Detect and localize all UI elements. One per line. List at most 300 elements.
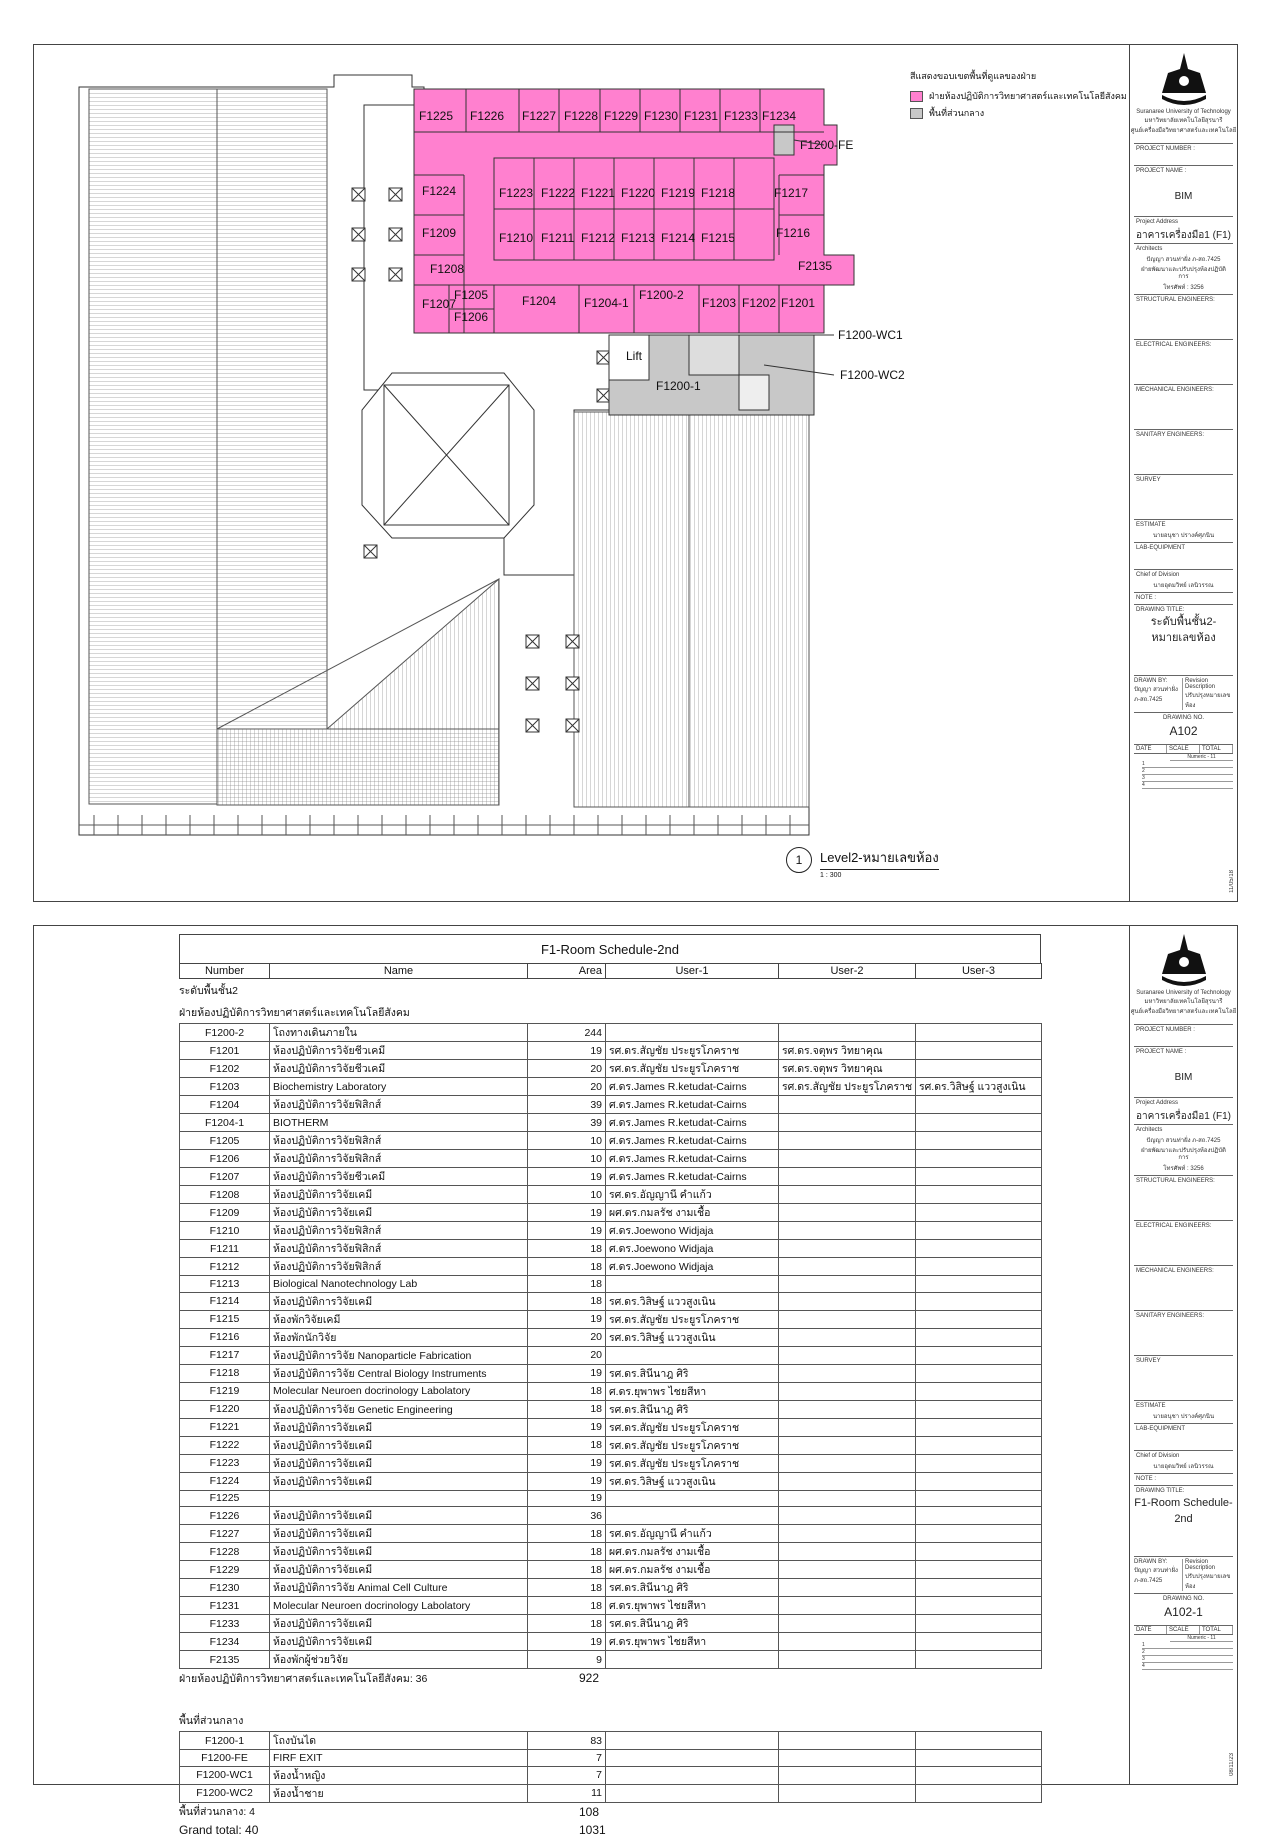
- vent-icon: [526, 677, 539, 690]
- group-total-department: 922: [579, 1671, 600, 1686]
- table-row: [180, 1784, 1042, 1802]
- user-3: [916, 1240, 1042, 1258]
- room-number: F1219: [180, 1382, 270, 1400]
- room-name: Molecular Neuroen docrinology Labolatory: [270, 1382, 528, 1400]
- room-area: 9: [528, 1651, 606, 1669]
- table-row: [180, 1346, 1042, 1364]
- room-number: F1221: [180, 1418, 270, 1436]
- user-3: [916, 1651, 1042, 1669]
- table-row: [180, 1222, 1042, 1240]
- room-name: ห้องปฏิบัติการวิจัยเคมี: [270, 1454, 528, 1472]
- user-3: [916, 1784, 1042, 1802]
- user-1: ศ.ดร.Joewono Widjaja: [606, 1240, 779, 1258]
- room-area: 10: [528, 1150, 606, 1168]
- vent-icon: [352, 228, 365, 241]
- legend-item-department: ฝ่ายห้องปฏิบัติการวิทยาศาสตร์และเทคโนโลยีสังคม: [910, 89, 1127, 103]
- user-3: [916, 1750, 1042, 1767]
- date-stamp-2: 08/11/23: [1229, 1753, 1235, 1776]
- vent-icon: [566, 719, 579, 732]
- swatch-pink: [910, 91, 923, 102]
- room-number: F1201: [180, 1042, 270, 1060]
- table-row: [180, 1472, 1042, 1490]
- user-2: รศ.ดร.สัญชัย ประยูรโภคราช: [779, 1078, 916, 1096]
- room-area: 19: [528, 1222, 606, 1240]
- user-2: [779, 1766, 916, 1784]
- vent-icon: [566, 635, 579, 648]
- user-1: [606, 1346, 779, 1364]
- room-number: F1228: [180, 1543, 270, 1561]
- user-1: [606, 1651, 779, 1669]
- view-number: 1: [786, 847, 812, 873]
- room-name: ห้องปฏิบัติการวิจัยชีวเคมี: [270, 1042, 528, 1060]
- table-row: [180, 1507, 1042, 1525]
- room-area: 39: [528, 1114, 606, 1132]
- table-row: [180, 1186, 1042, 1204]
- user-1: [606, 1784, 779, 1802]
- room-number: F1209: [180, 1204, 270, 1222]
- user-1: รศ.ดร.สินีนาฎ ศิริ: [606, 1615, 779, 1633]
- room-name: ห้องปฏิบัติการวิจัย Genetic Engineering: [270, 1400, 528, 1418]
- user-1: [606, 1024, 779, 1042]
- user-3: [916, 1204, 1042, 1222]
- user-1: [606, 1732, 779, 1750]
- room-name: ห้องปฏิบัติการวิจัยเคมี: [270, 1543, 528, 1561]
- university-seal-icon: [1154, 49, 1214, 109]
- user-3: [916, 1507, 1042, 1525]
- user-2: [779, 1114, 916, 1132]
- room-area: 19: [528, 1310, 606, 1328]
- room-label: F1223: [499, 186, 534, 200]
- room-number: F1233: [180, 1615, 270, 1633]
- room-number: F1200-WC1: [180, 1766, 270, 1784]
- room-area: 18: [528, 1436, 606, 1454]
- user-2: [779, 1292, 916, 1310]
- room-number: F1222: [180, 1436, 270, 1454]
- room-area: 19: [528, 1168, 606, 1186]
- room-name: ห้องปฏิบัติการวิจัยฟิสิกส์: [270, 1258, 528, 1276]
- user-2: [779, 1150, 916, 1168]
- user-3: [916, 1400, 1042, 1418]
- user-3: [916, 1579, 1042, 1597]
- room-area: 19: [528, 1204, 606, 1222]
- room-name: ห้องปฏิบัติการวิจัยฟิสิกส์: [270, 1096, 528, 1114]
- room-label: F1218: [701, 186, 736, 200]
- legend-title: สีแสดงขอบเขตพื้นที่ดูแลของฝ่าย: [910, 71, 1037, 81]
- group-summary-common: พื้นที่ส่วนกลาง: 4 108: [179, 1804, 600, 1819]
- user-2: [779, 1750, 916, 1767]
- drawing-number: A102: [1169, 724, 1198, 739]
- legend-item-common: พื้นที่ส่วนกลาง: [910, 106, 1127, 120]
- vent-icon: [597, 389, 610, 402]
- room-number: F1208: [180, 1186, 270, 1204]
- user-2: [779, 1579, 916, 1597]
- schedule-table-common: [179, 1731, 1042, 1803]
- room-number: F1220: [180, 1400, 270, 1418]
- room-name: ห้องปฏิบัติการวิจัย Nanoparticle Fabrication: [270, 1346, 528, 1364]
- user-3: [916, 1024, 1042, 1042]
- room-area: 18: [528, 1615, 606, 1633]
- room-area: 20: [528, 1328, 606, 1346]
- user-3: [916, 1732, 1042, 1750]
- user-2: [779, 1490, 916, 1507]
- room-area: 36: [528, 1507, 606, 1525]
- room-name: ห้องปฏิบัติการวิจัยฟิสิกส์: [270, 1222, 528, 1240]
- room-label: F1210: [499, 231, 534, 245]
- room-area: 7: [528, 1750, 606, 1767]
- table-row: [180, 1042, 1042, 1060]
- room-label: F1228: [564, 109, 599, 123]
- table-row: [180, 1543, 1042, 1561]
- table-row: [180, 1060, 1042, 1078]
- room-area: 19: [528, 1042, 606, 1060]
- room-name: ห้องปฏิบัติการวิจัยเคมี: [270, 1204, 528, 1222]
- room-area: 19: [528, 1418, 606, 1436]
- room-area: 10: [528, 1132, 606, 1150]
- room-name: ห้องปฏิบัติการวิจัยเคมี: [270, 1436, 528, 1454]
- room-number: F1225: [180, 1490, 270, 1507]
- user-1: ศ.ดร.James R.ketudat-Cairns: [606, 1096, 779, 1114]
- room-name: ห้องปฏิบัติการวิจัยฟิสิกส์: [270, 1150, 528, 1168]
- room-number: F1200-1: [180, 1732, 270, 1750]
- table-row: [180, 1750, 1042, 1767]
- table-row: [180, 1400, 1042, 1418]
- room-number: F1206: [180, 1150, 270, 1168]
- room-label: F1222: [541, 186, 576, 200]
- common-zone: [609, 335, 814, 415]
- room-label: F1200-FE: [800, 138, 854, 152]
- table-row: [180, 1651, 1042, 1669]
- user-3: [916, 1382, 1042, 1400]
- room-area: 20: [528, 1078, 606, 1096]
- user-3: [916, 1561, 1042, 1579]
- room-area: 18: [528, 1240, 606, 1258]
- room-area: 20: [528, 1346, 606, 1364]
- room-name: ห้องปฏิบัติการวิจัยเคมี: [270, 1507, 528, 1525]
- room-name: ห้องปฏิบัติการวิจัย Animal Cell Culture: [270, 1579, 528, 1597]
- table-row: [180, 1597, 1042, 1615]
- user-1: [606, 1490, 779, 1507]
- room-label: Lift: [626, 349, 643, 363]
- table-row: [180, 1292, 1042, 1310]
- user-1: [606, 1750, 779, 1767]
- group-summary-department: ฝ่ายห้องปฏิบัติการวิทยาศาสตร์และเทคโนโลยีสังคม: 36 922: [179, 1671, 600, 1686]
- title-block: Suranaree University of Technology มหาวิทยาลัยเทคโนโลยีสุรนารี ศูนย์เครื่องมือวิทยาศาสตร์และเทคโนโลยี PROJECT NUMBER : PROJECT NAME : BIM Project Address อาคารเครื่องมือ1 (F1) Architects ปัญญา สวนท่าฝั่ง ภ-สถ.7425 ฝ่ายพัฒนาและปรับปรุงห้องปฏิบัติการ โทรศัพท์ : 3256 STRUCTURAL ENGINEERS: ELECTRICAL ENGINEERS: MECHANICAL ENGINEERS: SANITARY ENGINEERS: SURVEY ESTIMATE นายอนุชา ปรางค์ศุภนิน LAB-EQUIPMENT Chief of Division นายอุดมวิทย์ เลนิวรรณ NOTE : DRAWING TITLE: ระดับพื้นชั้น2-หมายเลขห้อง DRAWN BY: ปัญญา สวนท่าฝั่ง ภ-สถ.7425 Revision Description ปรับปรุงหมายเลขห้อง DRAWING NO. A102 DATE SCALE TOTAL Numeric - 11 1 2 3 4 11/05/18: [1129, 45, 1237, 901]
- room-label: F1201: [781, 296, 816, 310]
- room-name: ห้องปฏิบัติการวิจัยเคมี: [270, 1186, 528, 1204]
- schedule-sheet: [33, 925, 1238, 1837]
- user-3: [916, 1060, 1042, 1078]
- room-name: FIRF EXIT: [270, 1750, 528, 1767]
- room-number: F1200-2: [180, 1024, 270, 1042]
- room-area: 18: [528, 1292, 606, 1310]
- view-scale: 1 : 300: [820, 872, 842, 879]
- room-number: F1234: [180, 1633, 270, 1651]
- user-3: [916, 1310, 1042, 1328]
- user-1: [606, 1766, 779, 1784]
- room-name: โถงทางเดินภายใน: [270, 1024, 528, 1042]
- user-3: [916, 1633, 1042, 1651]
- user-1: รศ.ดร.สินีนาฎ ศิริ: [606, 1579, 779, 1597]
- room-area: 83: [528, 1732, 606, 1750]
- room-area: 18: [528, 1258, 606, 1276]
- room-label: F1231: [684, 109, 719, 123]
- room-label: F1227: [522, 109, 557, 123]
- user-3: [916, 1472, 1042, 1490]
- table-row: [180, 1579, 1042, 1597]
- schedule-header: Number Name Area User-1 User-2 User-3: [180, 964, 1042, 979]
- table-row: [180, 1633, 1042, 1651]
- user-2: [779, 1784, 916, 1802]
- user-3: [916, 1436, 1042, 1454]
- table-row: [180, 1114, 1042, 1132]
- room-number: F1211: [180, 1240, 270, 1258]
- drawing-number-2: A102-1: [1164, 1605, 1203, 1620]
- room-label: F1230: [644, 109, 679, 123]
- user-2: [779, 1732, 916, 1750]
- room-label: F1206: [454, 310, 489, 324]
- roof-right: [574, 412, 809, 807]
- room-label: F1200-WC2: [840, 368, 905, 382]
- room-number: F1205: [180, 1132, 270, 1150]
- table-row: [180, 1310, 1042, 1328]
- user-3: [916, 1258, 1042, 1276]
- vent-icon: [526, 719, 539, 732]
- table-row: [180, 1766, 1042, 1784]
- user-2: [779, 1454, 916, 1472]
- table-row: [180, 1240, 1042, 1258]
- vent-icon: [526, 635, 539, 648]
- room-label: F1212: [581, 231, 616, 245]
- vent-icon: [352, 188, 365, 201]
- user-1: ศ.ดร.James R.ketudat-Cairns: [606, 1078, 779, 1096]
- user-3: [916, 1490, 1042, 1507]
- user-3: [916, 1328, 1042, 1346]
- room-number: F1210: [180, 1222, 270, 1240]
- user-2: [779, 1597, 916, 1615]
- user-1: ศ.ดร.ยุพาพร ไชยสีหา: [606, 1382, 779, 1400]
- user-3: [916, 1543, 1042, 1561]
- user-3: [916, 1096, 1042, 1114]
- user-1: รศ.ดร.สินีนาฎ ศิริ: [606, 1364, 779, 1382]
- user-2: [779, 1382, 916, 1400]
- user-1: ศ.ดร.ยุพาพร ไชยสีหา: [606, 1597, 779, 1615]
- room-number: F1212: [180, 1258, 270, 1276]
- floor-plan-drawing: [34, 45, 1129, 903]
- room-label: F1202: [742, 296, 777, 310]
- user-1: รศ.ดร.สัญชัย ประยูรโภคราช: [606, 1436, 779, 1454]
- user-3: [916, 1150, 1042, 1168]
- room-name: ห้องปฏิบัติการวิจัยชีวเคมี: [270, 1060, 528, 1078]
- room-label: F1219: [661, 186, 696, 200]
- user-1: ศ.ดร.James R.ketudat-Cairns: [606, 1132, 779, 1150]
- schedule-table: [179, 963, 1042, 979]
- room-number: F1218: [180, 1364, 270, 1382]
- user-3: [916, 1346, 1042, 1364]
- table-row: [180, 1436, 1042, 1454]
- user-1: รศ.ดร.สัญชัย ประยูรโภคราช: [606, 1418, 779, 1436]
- table-row: [180, 1258, 1042, 1276]
- user-1: รศ.ดร.วิสิษฐ์ แววสูงเนิน: [606, 1472, 779, 1490]
- room-number: F1227: [180, 1525, 270, 1543]
- user-3: [916, 1276, 1042, 1293]
- room-label: F1216: [776, 226, 811, 240]
- room-number: F1215: [180, 1310, 270, 1328]
- room-label: F1208: [430, 262, 465, 276]
- group-total-common: 108: [579, 1804, 600, 1819]
- room-label: F1200-WC1: [838, 328, 903, 342]
- user-2: [779, 1346, 916, 1364]
- user-2: [779, 1507, 916, 1525]
- room-area: 18: [528, 1525, 606, 1543]
- courtyard-pyramid: [362, 373, 534, 538]
- room-number: F1226: [180, 1507, 270, 1525]
- vent-icon: [364, 545, 377, 558]
- grand-total: Grand total: 40 1031: [179, 1822, 606, 1837]
- user-2: [779, 1222, 916, 1240]
- table-row: [180, 1561, 1042, 1579]
- room-label: F1229: [604, 109, 639, 123]
- user-3: [916, 1114, 1042, 1132]
- user-1: รศ.ดร.อัญญานี คำแก้ว: [606, 1525, 779, 1543]
- room-name: ห้องน้ำหญิง: [270, 1766, 528, 1784]
- room-area: 19: [528, 1490, 606, 1507]
- user-2: [779, 1543, 916, 1561]
- room-name: ห้องพักนักวิจัย: [270, 1328, 528, 1346]
- room-area: 244: [528, 1024, 606, 1042]
- level-label: ระดับพื้นชั้น2: [179, 985, 239, 997]
- room-label: F1233: [724, 109, 759, 123]
- room-area: 11: [528, 1784, 606, 1802]
- room-number: F1214: [180, 1292, 270, 1310]
- room-area: 18: [528, 1561, 606, 1579]
- room-label: F1220: [621, 186, 656, 200]
- user-3: [916, 1615, 1042, 1633]
- user-3: [916, 1042, 1042, 1060]
- room-label: F1224: [422, 184, 457, 198]
- vent-icon: [389, 268, 402, 281]
- title-block-2: Suranaree University of Technology มหาวิทยาลัยเทคโนโลยีสุรนารี ศูนย์เครื่องมือวิทยาศาสตร์และเทคโนโลยี PROJECT NUMBER : PROJECT NAME : BIM Project Address อาคารเครื่องมือ1 (F1) Architects ปัญญา สวนท่าฝั่ง ภ-สถ.7425 ฝ่ายพัฒนาและปรับปรุงห้องปฏิบัติการ โทรศัพท์ : 3256 STRUCTURAL ENGINEERS: ELECTRICAL ENGINEERS: MECHANICAL ENGINEERS: SANITARY ENGINEERS: SURVEY ESTIMATE นายอนุชา ปรางค์ศุภนิน LAB-EQUIPMENT Chief of Division นายอุดมวิทย์ เลนิวรรณ NOTE : DRAWING TITLE: F1-Room Schedule-2nd DRAWN BY: ปัญญา สวนท่าฝั่ง ภ-สถ.7425 Revision Description ปรับปรุงหมายเลขห้อง DRAWING NO. A102-1 DATE SCALE TOTAL Numeric - 11 1 2 3 4 08/11/23: [1129, 926, 1237, 1784]
- room-area: 18: [528, 1543, 606, 1561]
- roof-left: [89, 89, 217, 804]
- room-name: BIOTHERM: [270, 1114, 528, 1132]
- user-3: [916, 1292, 1042, 1310]
- user-3: [916, 1418, 1042, 1436]
- user-2: รศ.ดร.จตุพร วิทยาคุณ: [779, 1042, 916, 1060]
- user-2: [779, 1525, 916, 1543]
- room-number: F1203: [180, 1078, 270, 1096]
- room-area: 18: [528, 1597, 606, 1615]
- table-row: [180, 1615, 1042, 1633]
- room-name: ห้องน้ำชาย: [270, 1784, 528, 1802]
- room-name: ห้องพักวิจัยเคมี: [270, 1310, 528, 1328]
- user-2: [779, 1418, 916, 1436]
- room-area: 10: [528, 1186, 606, 1204]
- university-logo: Suranaree University of Technology มหาวิทยาลัยเทคโนโลยีสุรนารี ศูนย์เครื่องมือวิทยาศาสตร์และเทคโนโลยี: [1130, 45, 1237, 143]
- room-name: ห้องปฏิบัติการวิจัยเคมี: [270, 1472, 528, 1490]
- user-1: รศ.ดร.อัญญานี คำแก้ว: [606, 1186, 779, 1204]
- vent-icon: [389, 188, 402, 201]
- room-area: 7: [528, 1766, 606, 1784]
- room-number: F1200-FE: [180, 1750, 270, 1767]
- room-area: 39: [528, 1096, 606, 1114]
- user-3: [916, 1222, 1042, 1240]
- room-name: ห้องปฏิบัติการวิจัยฟิสิกส์: [270, 1240, 528, 1258]
- user-2: [779, 1651, 916, 1669]
- user-1: [606, 1276, 779, 1293]
- user-2: [779, 1276, 916, 1293]
- room-area: 18: [528, 1400, 606, 1418]
- room-label: F1204: [522, 294, 557, 308]
- table-row: [180, 1168, 1042, 1186]
- project-value: BIM: [1174, 190, 1193, 202]
- table-row: [180, 1525, 1042, 1543]
- user-2: [779, 1633, 916, 1651]
- legend: [910, 69, 1127, 123]
- user-2: [779, 1024, 916, 1042]
- room-number: F1217: [180, 1346, 270, 1364]
- room-label: F1234: [762, 109, 797, 123]
- room-number: F1223: [180, 1454, 270, 1472]
- room-number: F1200-WC2: [180, 1784, 270, 1802]
- user-1: ศ.ดร.James R.ketudat-Cairns: [606, 1168, 779, 1186]
- view-title: [786, 847, 939, 879]
- date-stamp: 11/05/18: [1229, 870, 1235, 893]
- university-logo-2: Suranaree University of Technology มหาวิทยาลัยเทคโนโลยีสุรนารี ศูนย์เครื่องมือวิทยาศาสตร์และเทคโนโลยี: [1130, 926, 1237, 1024]
- room-area: 20: [528, 1060, 606, 1078]
- university-seal-icon: [1154, 930, 1214, 990]
- room-number: F1224: [180, 1472, 270, 1490]
- user-2: [779, 1186, 916, 1204]
- room-area: 19: [528, 1633, 606, 1651]
- room-label: F1225: [419, 109, 454, 123]
- user-2: [779, 1258, 916, 1276]
- room-number: F2135: [180, 1651, 270, 1669]
- user-1: รศ.ดร.สัญชัย ประยูรโภคราช: [606, 1310, 779, 1328]
- room-label: F1221: [581, 186, 616, 200]
- user-1: รศ.ดร.วิสิษฐ์ แววสูงเนิน: [606, 1328, 779, 1346]
- table-row: [180, 1418, 1042, 1436]
- room-number: F1231: [180, 1597, 270, 1615]
- vent-icon: [389, 228, 402, 241]
- room-label: F1211: [541, 231, 575, 245]
- user-1: ผศ.ดร.กมลรัช งามเชื้อ: [606, 1543, 779, 1561]
- user-2: [779, 1615, 916, 1633]
- user-1: ศ.ดร.James R.ketudat-Cairns: [606, 1150, 779, 1168]
- user-2: [779, 1472, 916, 1490]
- table-row: [180, 1024, 1042, 1042]
- user-2: [779, 1561, 916, 1579]
- room-label: F1214: [661, 231, 696, 245]
- room-name: ห้องปฏิบัติการวิจัยเคมี: [270, 1292, 528, 1310]
- room-name: [270, 1490, 528, 1507]
- roof-left-inner: [217, 89, 327, 729]
- vent-icon: [566, 677, 579, 690]
- room-label: F1217: [774, 186, 809, 200]
- table-row: [180, 1328, 1042, 1346]
- table-row: [180, 1364, 1042, 1382]
- user-1: ศ.ดร.Joewono Widjaja: [606, 1222, 779, 1240]
- room-name: ห้องพักผู้ช่วยวิจัย: [270, 1651, 528, 1669]
- group-label-common: พื้นที่ส่วนกลาง: [179, 1715, 244, 1728]
- room-name: ห้องปฏิบัติการวิจัย Central Biology Instruments: [270, 1364, 528, 1382]
- room-name: ห้องปฏิบัติการวิจัยเคมี: [270, 1561, 528, 1579]
- room-name: ห้องปฏิบัติการวิจัยเคมี: [270, 1525, 528, 1543]
- floor-plan-sheet: [33, 44, 1238, 902]
- room-name: Biological Nanotechnology Lab: [270, 1276, 528, 1293]
- room-name: ห้องปฏิบัติการวิจัยเคมี: [270, 1633, 528, 1651]
- user-1: รศ.ดร.สัญชัย ประยูรโภคราช: [606, 1454, 779, 1472]
- user-2: [779, 1436, 916, 1454]
